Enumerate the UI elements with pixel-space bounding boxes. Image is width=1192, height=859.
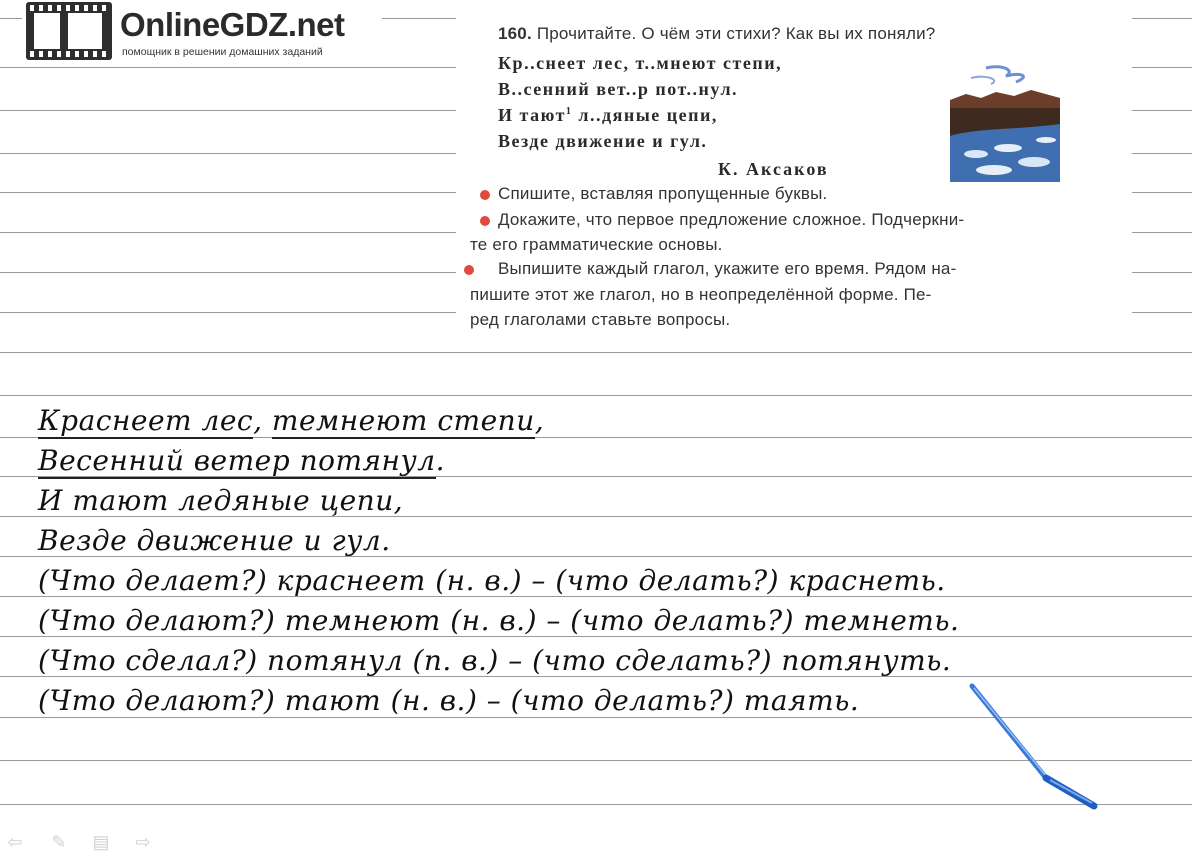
- hw-subject-2: темнеют степи: [271, 404, 535, 437]
- pen-icon[interactable]: [960, 680, 1110, 820]
- poem-author: К. Аксаков: [718, 159, 829, 179]
- task-bullet-icon: [464, 265, 474, 275]
- hw-poem-line-3: И тают ледяные цепи,: [38, 484, 404, 517]
- poem-line-3: [498, 105, 718, 126]
- hw-poem-line-2: Весенний ветер потянул.: [38, 444, 445, 477]
- task-1-line-1: Спишите, вставляя пропущенные буквы.: [498, 184, 828, 203]
- landscape-illustration-icon: [946, 64, 1064, 182]
- pen-tool-icon[interactable]: ✎: [51, 832, 67, 852]
- menu-icon[interactable]: ▤: [92, 832, 110, 852]
- logo-tagline: помощник в решении домашних заданий: [122, 46, 323, 58]
- ruled-line: [0, 395, 1192, 396]
- arrow-left-icon[interactable]: ⇦: [7, 832, 23, 852]
- arrow-right-icon[interactable]: ⇨: [135, 832, 151, 852]
- poem-line-3-end: л..дяные цепи,: [578, 105, 718, 125]
- ruled-line: [0, 352, 1192, 353]
- task-3-line-2: пишите этот же глагол, но в неопределённой форме. Пе-: [470, 285, 932, 304]
- hw-answer-3: (Что сделал?) потянул (п. в.) – (что сделать?) потянуть.: [38, 644, 952, 677]
- hw-answer-4: (Что делают?) тают (н. в.) – (что делать?) таять.: [38, 684, 860, 717]
- exercise-header: [498, 24, 935, 44]
- bottom-toolbar: [0, 826, 200, 859]
- hw-poem-line-1: Краснеет лес, темнеют степи,: [38, 404, 545, 437]
- task-3-line-1: Выпишите каждый глагол, укажите его время. Рядом на-: [498, 259, 957, 278]
- task-2-line-1: Докажите, что первое предложение сложное. Подчеркни-: [498, 210, 965, 229]
- task-bullet-icon: [480, 190, 490, 200]
- poem-line-2: В..сенний вет..р пот..нул.: [498, 79, 739, 99]
- poem-line-3-start: И тают: [498, 105, 566, 125]
- site-logo[interactable]: [22, 0, 382, 64]
- textbook-excerpt: [456, 6, 1132, 340]
- film-logo-icon: [26, 2, 112, 60]
- exercise-number: 160.: [498, 24, 532, 43]
- hw-subject-3: Весенний ветер потянул: [38, 444, 436, 477]
- task-2-line-2: те его грамматические основы.: [470, 235, 723, 254]
- hw-poem-line-4: Везде движение и гул.: [38, 524, 391, 557]
- hw-subject-1: Краснеет лес: [38, 404, 254, 437]
- task-3-line-3: ред глаголами ставьте вопросы.: [470, 310, 731, 329]
- exercise-instruction: Прочитайте. О чём эти стихи? Как вы их поняли?: [536, 24, 936, 43]
- poem-line-1: Кр..снеет лес, т..мнеют степи,: [498, 53, 783, 73]
- poem-line-4: Везде движение и гул.: [498, 131, 708, 151]
- task-bullet-icon: [480, 216, 490, 226]
- hw-answer-2: (Что делают?) темнеют (н. в.) – (что делать?) темнеть.: [38, 604, 960, 637]
- hw-answer-1: (Что делает?) краснеет (н. в.) – (что делать?) краснеть.: [38, 564, 946, 597]
- logo-brand-text: OnlineGDZ.net: [120, 6, 345, 43]
- footnote-mark: 1: [565, 106, 573, 117]
